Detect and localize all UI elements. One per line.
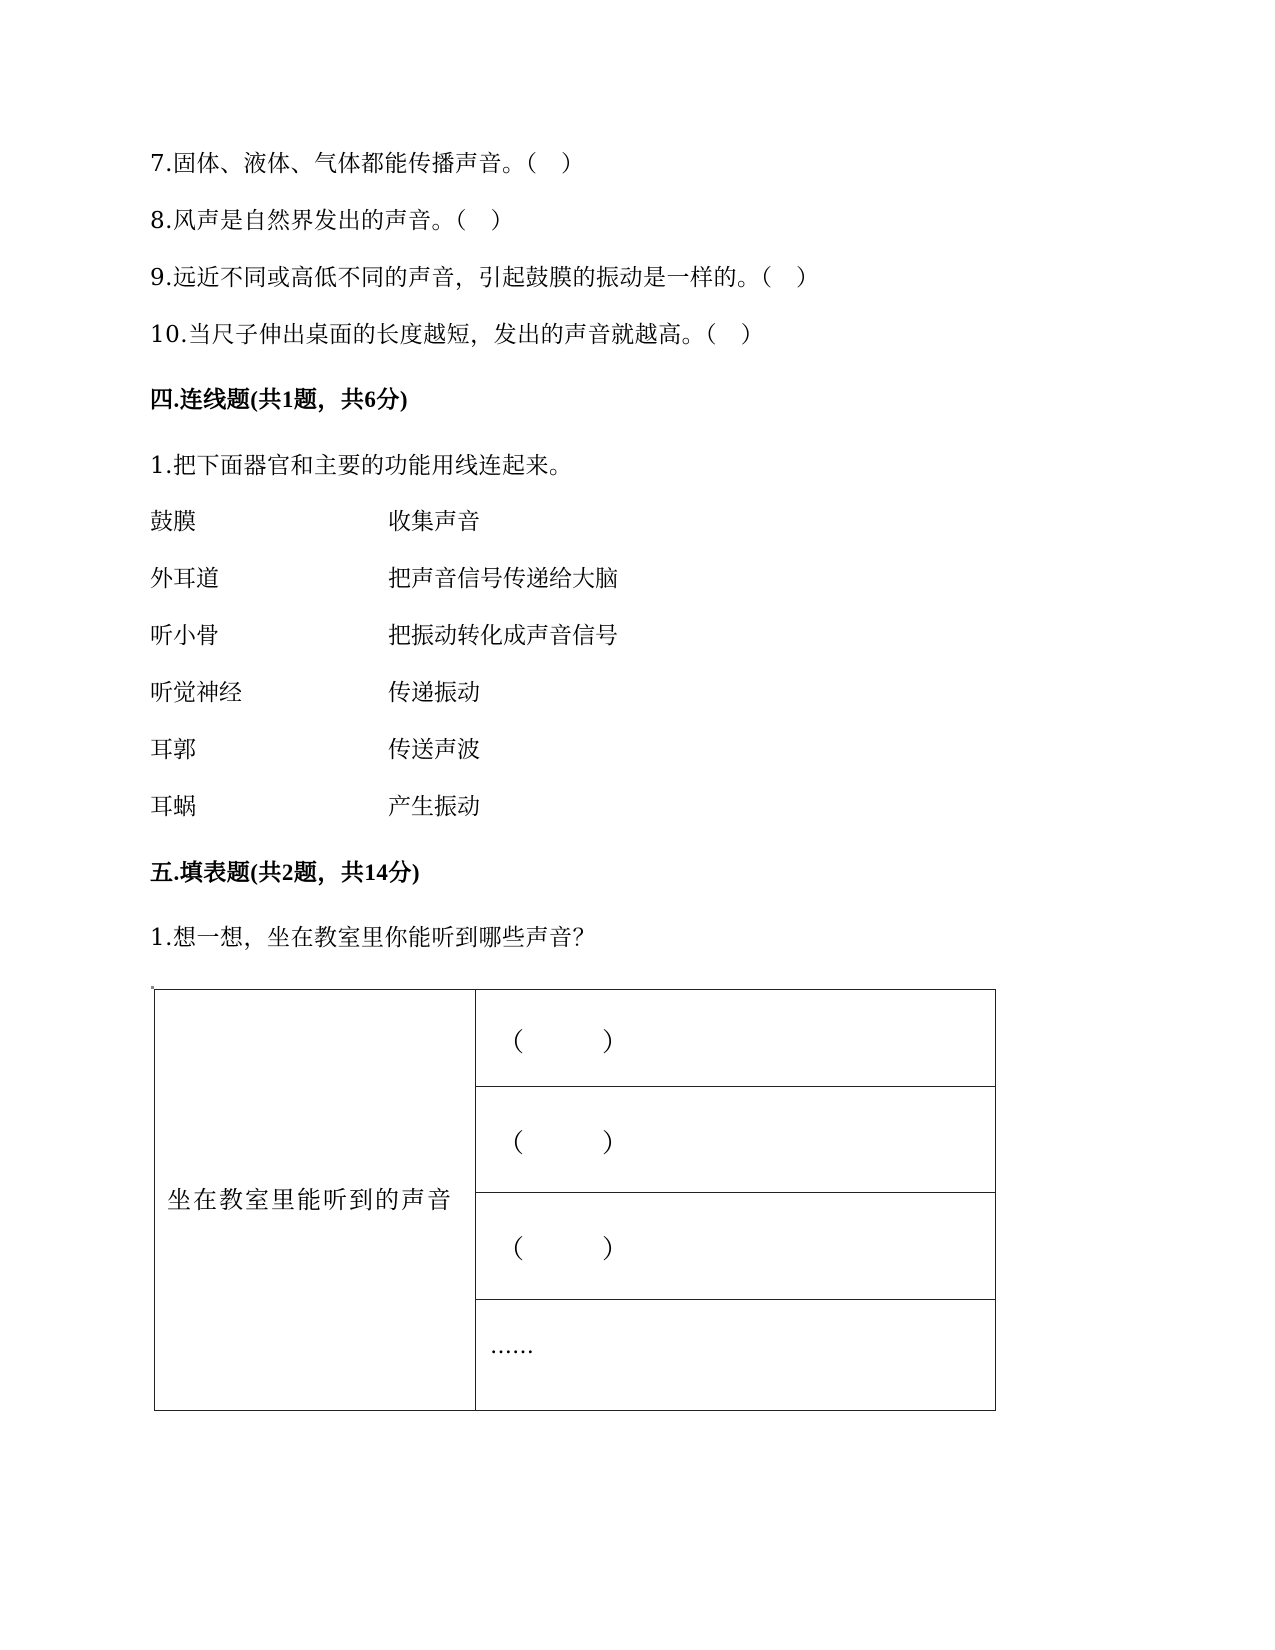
answer-blank[interactable]: （ ） — [476, 1193, 996, 1300]
table-label-cell: 坐在教室里能听到的声音 — [155, 990, 476, 1411]
organ-label: 鼓膜 — [150, 509, 196, 535]
question-8: 8.风声是自然界发出的声音。（ ） — [150, 208, 514, 234]
function-label: 传送声波 — [388, 737, 480, 763]
section-4-question: 1.把下面器官和主要的功能用线连起来。 — [150, 453, 573, 479]
answer-ellipsis: …… — [476, 1300, 996, 1411]
question-10: 10.当尺子伸出桌面的长度越短，发出的声音就越高。（ ） — [150, 322, 765, 348]
organ-label: 听小骨 — [150, 623, 219, 649]
organ-label: 听觉神经 — [150, 680, 242, 706]
organ-label: 外耳道 — [150, 566, 219, 592]
organ-label: 耳蜗 — [150, 794, 196, 820]
function-label: 收集声音 — [388, 509, 480, 535]
function-label: 把声音信号传递给大脑 — [388, 566, 618, 592]
section-4-heading: 四.连线题(共1题，共6分) — [150, 387, 409, 412]
function-label: 传递振动 — [388, 680, 480, 706]
section-5-heading: 五.填表题(共2题，共14分) — [150, 860, 421, 885]
fill-in-table — [154, 989, 996, 1411]
answer-blank[interactable]: （ ） — [476, 990, 996, 1087]
section-5-question: 1.想一想，坐在教室里你能听到哪些声音？ — [150, 925, 596, 951]
question-7: 7.固体、液体、气体都能传播声音。（ ） — [150, 151, 585, 177]
question-9: 9.远近不同或高低不同的声音，引起鼓膜的振动是一样的。（ ） — [150, 265, 820, 291]
organ-label: 耳郭 — [150, 737, 196, 763]
function-label: 产生振动 — [388, 794, 480, 820]
answer-blank[interactable]: （ ） — [476, 1087, 996, 1193]
function-label: 把振动转化成声音信号 — [388, 623, 618, 649]
